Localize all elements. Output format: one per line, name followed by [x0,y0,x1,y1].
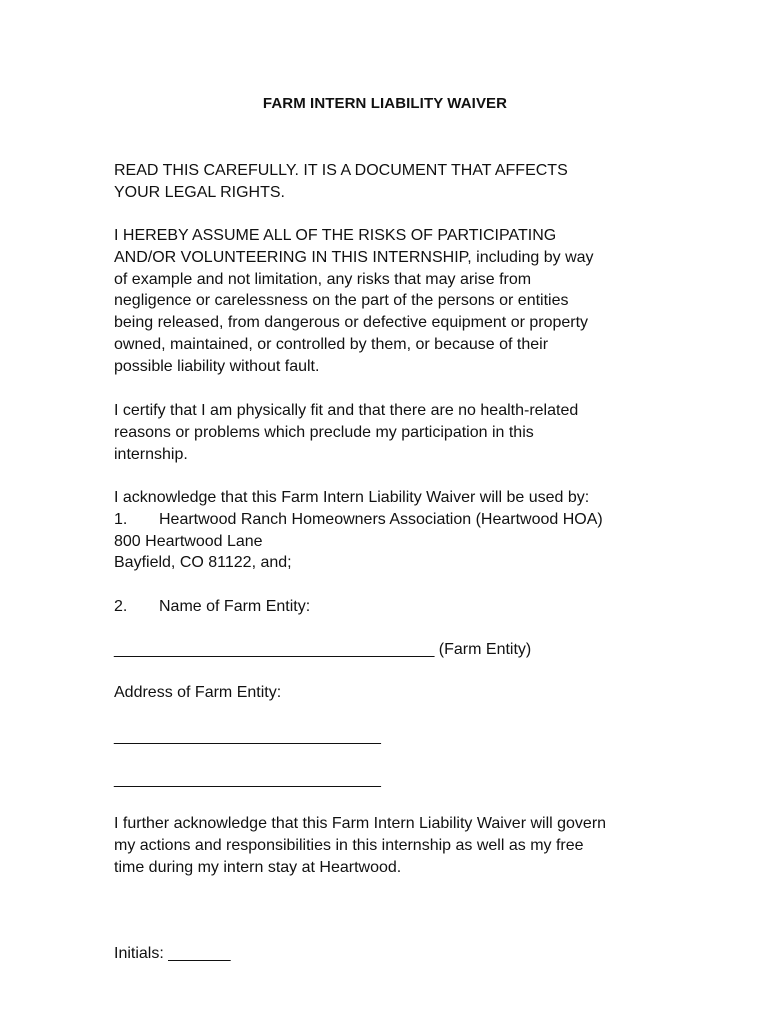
farm-entity-line [114,639,674,661]
assumption-line: owned, maintained, or controlled by them, or because of their [114,335,549,353]
initials-label: Initials: [114,945,169,962]
acknowledge-intro: I acknowledge that this Farm Intern Liability Waiver will be used by: [114,489,590,506]
assumption-line: negligence or carelessness on the part of the persons or entities [114,292,569,310]
farm-address-label: Address of Farm Entity: [114,684,282,701]
further-line: my actions and responsibilities in this internship as well as my free [114,836,584,854]
farm-address-field-1[interactable]: ______________________________ [114,728,381,745]
certify-paragraph [114,400,674,465]
warning-line: YOUR LEGAL RIGHTS. [114,183,285,201]
further-line: time during my intern stay at Heartwood. [114,858,402,876]
initials-line [114,943,674,965]
assumption-paragraph [114,225,674,378]
hoa-address-line-1: 800 Heartwood Lane [114,532,263,550]
acknowledge-paragraph [114,487,674,574]
item-1-number: 1. [114,510,128,528]
initials-blank[interactable]: _______ [168,945,231,962]
farm-address-blank-1 [114,726,674,748]
hoa-address-line-2: Bayfield, CO 81122, and; [114,554,292,572]
farm-entity-label: (Farm Entity) [434,641,532,658]
certify-line: reasons or problems which preclude my participation in this [114,423,534,441]
assumption-line: AND/OR VOLUNTEERING IN THIS INTERNSHIP, including by way [114,248,594,266]
assumption-line: possible liability without fault. [114,357,320,375]
assumption-line: I HEREBY ASSUME ALL OF THE RISKS OF PARTICIPATING [114,227,557,244]
assumption-line: of example and not limitation, any risks that may arise from [114,270,532,288]
item-2-number: 2. [114,598,128,615]
warning-paragraph [114,160,674,204]
further-line: I further acknowledge that this Farm Intern Liability Waiver will govern [114,815,607,832]
further-paragraph [114,813,674,878]
farm-entity-blank[interactable]: ____________________________________ [114,641,435,658]
assumption-line: being released, from dangerous or defective equipment or property [114,314,589,332]
farm-address-blank-2 [114,769,674,791]
warning-line: READ THIS CAREFULLY. IT IS A DOCUMENT THAT AFFECTS [114,162,568,179]
item-2-text: Name of Farm Entity: [159,598,311,615]
document-title: FARM INTERN LIABILITY WAIVER [262,95,508,112]
item-1-text: Heartwood Ranch Homeowners Association (Heartwood HOA) [159,510,603,528]
farm-address-field-2[interactable]: ______________________________ [114,771,381,788]
certify-line: internship. [114,445,188,463]
acknowledge-item-1 [114,509,674,531]
acknowledge-item-2 [114,596,674,618]
certify-line: I certify that I am physically fit and that there are no health-related [114,402,579,419]
